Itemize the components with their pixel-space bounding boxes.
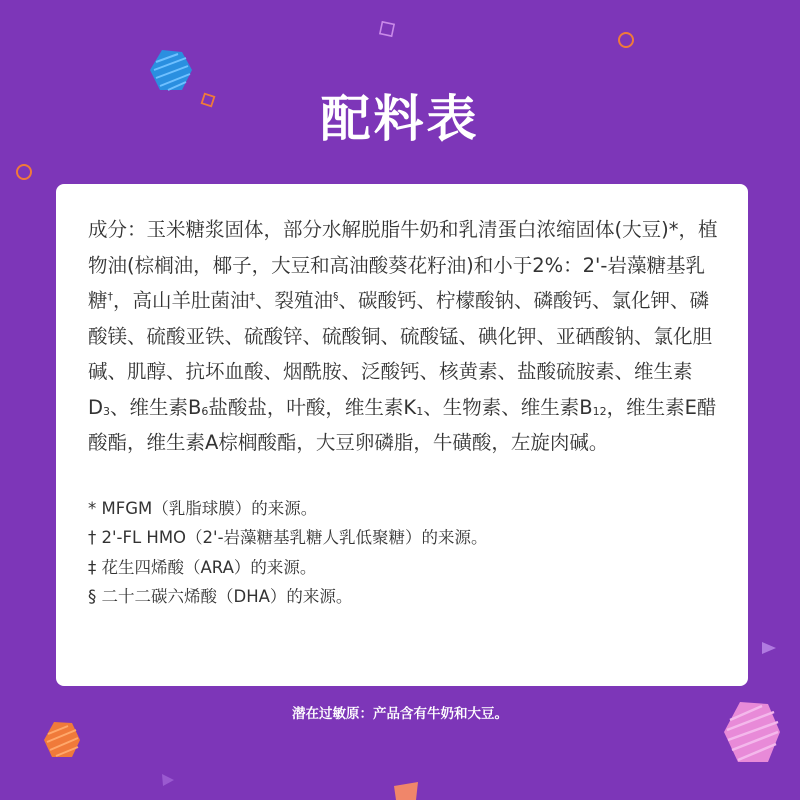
ingredients-segment: 、裂殖油 [255,289,334,312]
ingredients-segment: ，维生素E醋酸酯，维生素A棕榈酸酯，大豆卵磷脂，牛磺酸，左旋肉碱。 [88,395,717,454]
ingredients-segment: 盐酸盐，叶酸，维生素K [208,395,417,419]
allergen-notice: 潜在过敏原：产品含有牛奶和大豆。 [292,706,508,722]
subscript: 3 [103,404,111,418]
footnotes [88,494,718,612]
ingredients-segment: 成分：玉米糖浆固体，部分水解脱脂牛奶和乳清蛋白浓缩固体(大豆)*，植物油(棕榈油，椰子，大豆和高油酸葵花籽油)和小于2%：2'-岩藻糖基乳糖 [88,218,718,312]
small-circle-decoration [14,162,34,182]
ingredients-segment: 、生物素、维生素B [423,395,593,419]
ingredients-card [56,184,748,686]
footnote-mark: § [333,290,339,303]
ingredients-segment: 、碳酸钙、柠檬酸钠、磷酸钙、氯化钾、磷酸镁、硫酸亚铁、硫酸锌、硫酸铜、硫酸锰、碘化钾、亚硒酸钠、氯化胆碱、肌醇、抗坏血酸、烟酰胺、泛酸钙、核黄素、盐酸硫胺素、维生素D [88,289,713,419]
small-triangle-decoration [160,772,176,788]
subscript: 6 [201,404,209,418]
footnote-dha: § 二十二碳六烯酸（DHA）的来源。 [88,587,353,606]
footnote-mfgm: * MFGM（乳脂球膜）的来源。 [88,498,318,518]
small-square-decoration [378,20,396,38]
orange-square-decoration [392,780,422,800]
ingredients-segment: ，高山羊肚菌油 [113,289,250,312]
ingredients-text [88,212,718,461]
orange-hexagon-decoration [42,720,82,760]
footnote-mark: † [107,290,114,303]
subscript: 12 [592,404,607,418]
ingredients-segment: 、维生素B [110,395,202,419]
subscript: 1 [416,404,424,418]
footnote-hmo: † 2'-FL HMO（2'-岩藻糖基乳糖人乳低聚糖）的来源。 [88,528,488,547]
footnote-mark: ‡ [249,290,256,303]
page-title: 配料表 [320,90,480,148]
footnote-ara: ‡ 花生四烯酸（ARA）的来源。 [88,557,317,577]
small-circle-decoration [616,30,636,50]
small-triangle-decoration [760,640,778,656]
